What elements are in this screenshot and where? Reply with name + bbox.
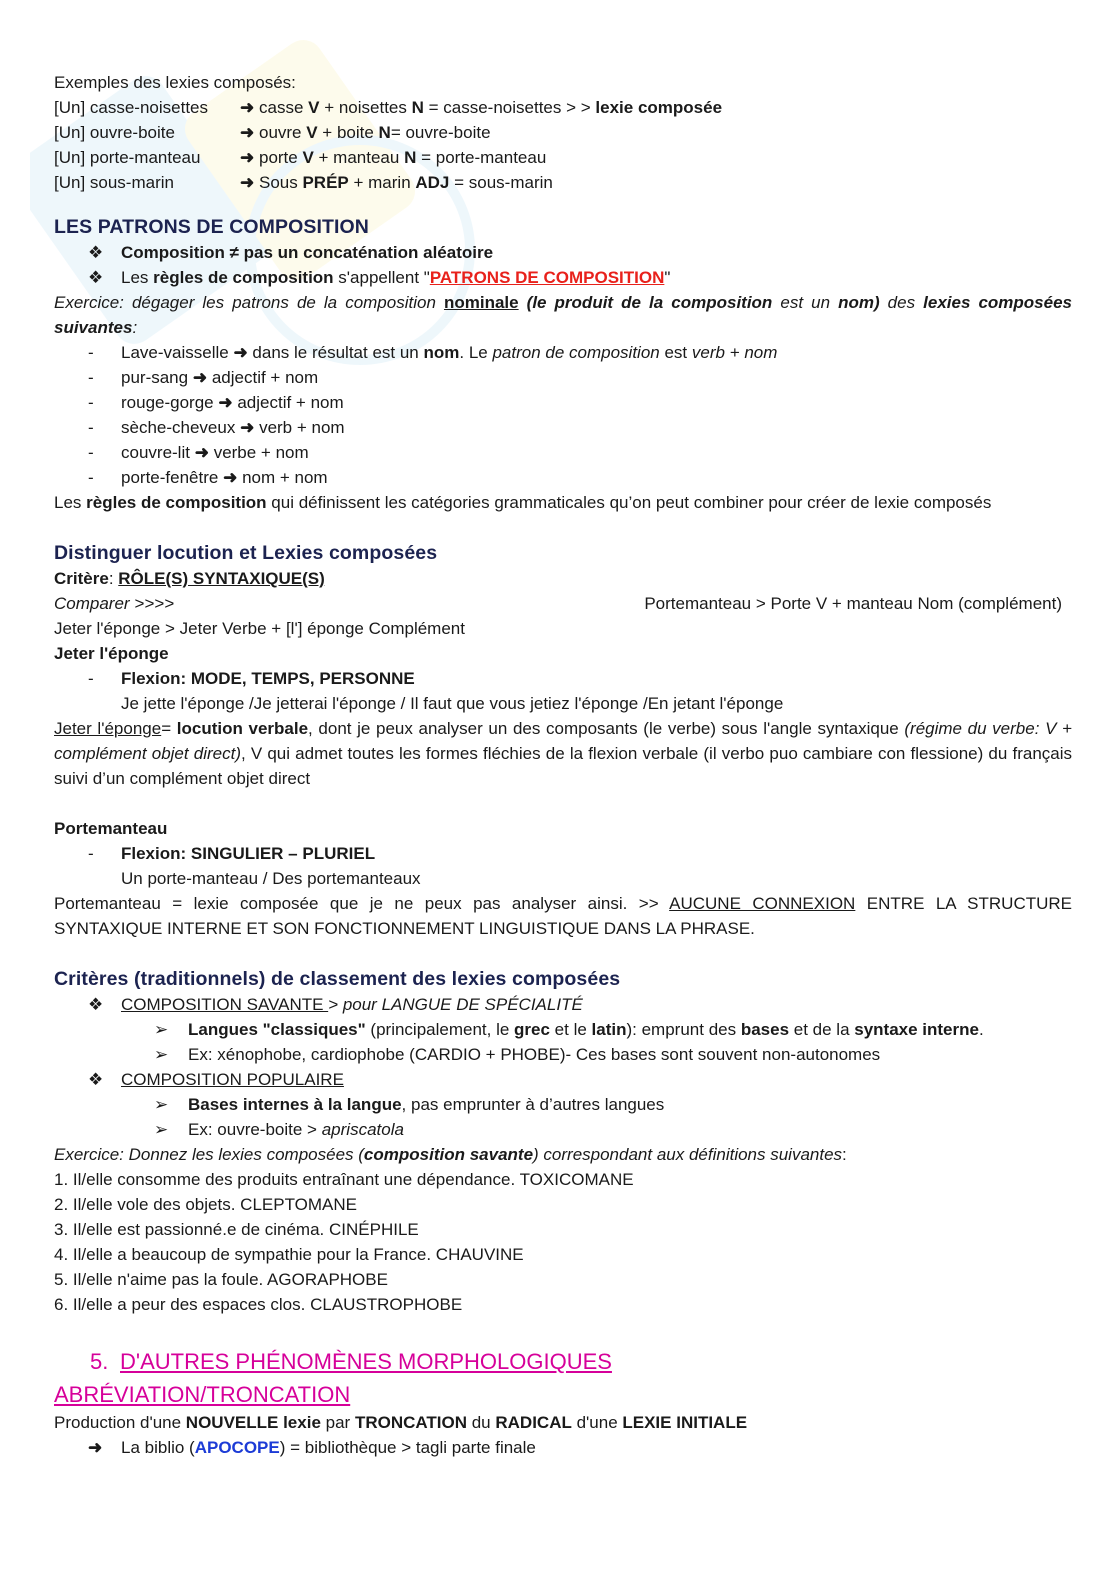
arrow-icon: ➜ [240, 123, 255, 142]
compare-line: Comparer >>>> Portemanteau > Porte V + manteau Nom (complément) [54, 594, 1062, 613]
portemanteau-title: Portemanteau [54, 819, 168, 838]
example-row: [Un] porte-manteau ➜ porte V + manteau N = porte-manteau [54, 148, 547, 167]
sub-bullet-item: ➢ Langues "classiques" (principalement, le grec et le latin): emprunt des bases et de la syntaxe interne. [54, 1017, 1072, 1042]
flexion-example: Je jette l'éponge /Je jetterai l'éponge / Il faut que vous jetiez l'éponge /En jetant l'éponge [121, 694, 784, 713]
bullet-item: ❖ Composition ≠ pas un concaténation aléatoire [54, 240, 1072, 265]
arrow-icon: ➜ [218, 393, 233, 412]
jeter-line: Jeter l'éponge > Jeter Verbe + [l'] éponge Complément [54, 619, 465, 638]
list-item: - Flexion: MODE, TEMPS, PERSONNE [88, 669, 415, 688]
exercise-text: Exercice: Donnez les lexies composées (composition savante) correspondant aux définitions suivantes: [54, 1145, 847, 1164]
diamond-icon: ❖ [88, 995, 104, 1014]
sub-bullet-item: ➢ Ex: xénophobe, cardiophobe (CARDIO + PHOBE)- Ces bases sont souvent non-autonomes [54, 1042, 1072, 1067]
triangle-bullet-icon: ➢ [154, 1045, 169, 1064]
sub-bullet-item: ➢ Bases internes à la langue, pas emprunter à d’autres langues [54, 1092, 1072, 1117]
arrow-icon: ➜ [240, 98, 255, 117]
examples-list [54, 95, 1072, 195]
arrow-icon: ➜ [194, 443, 209, 462]
list-item: - Lave-vaisselle ➜ dans le résultat est un nom. Le patron de composition est verb + nom [88, 343, 778, 362]
arrow-icon: ➜ [233, 343, 248, 362]
example-row: [Un] ouvre-boite ➜ ouvre V + boite N= ouvre-boite [54, 123, 491, 142]
bullet-item: ❖ Les règles de composition s'appellent "PATRONS DE COMPOSITION" [54, 265, 1072, 290]
diamond-icon: ❖ [88, 268, 104, 287]
arrow-icon: ➜ [223, 468, 238, 487]
arrow-icon: ➜ [240, 148, 255, 167]
definition-paragraph: Jeter l'éponge= locution verbale, dont je peux analyser un des composants (le verbe) sous l'angle syntaxique (régime du verbe: V + complément objet direct), V qui admet toutes les formes fléchies de la flexion verbale (il verbo puo cambiare con flessione) du français suivi d’un complément objet direct [54, 719, 1073, 788]
jeter-title: Jeter l'éponge [54, 644, 169, 663]
list-item: - rouge-gorge ➜ adjectif + nom [88, 393, 344, 412]
section-heading-criteres: Critères (traditionnels) de classement des lexies composées [54, 968, 621, 990]
arrow-icon: ➜ [192, 368, 208, 387]
arrow-icon: ➜ [88, 1438, 103, 1457]
portemanteau-paragraph: Portemanteau = lexie composée que je ne peux pas analyser ainsi. >> AUCUNE CONNEXION ENTRE LA STRUCTURE SYNTAXIQUE INTERNE ET SON FONCTIONNEMENT LINGUISTIQUE DANS LA PHRASE. [54, 894, 1072, 938]
list-item: - couvre-lit ➜ verbe + nom [88, 443, 309, 462]
answer-item: 1. Il/elle consomme des produits entraînant une dépendance. TOXICOMANE [54, 1170, 634, 1189]
section-heading-distinguer: Distinguer locution et Lexies composées [54, 542, 438, 564]
triangle-bullet-icon: ➢ [154, 1095, 169, 1114]
triangle-bullet-icon: ➢ [154, 1020, 169, 1039]
paragraph: Les règles de composition qui définissent les catégories grammaticales qu’on peut combiner pour créer de lexie composés [54, 493, 992, 512]
production-line: Production d'une NOUVELLE lexie par TRONCATION du RADICAL d'une LEXIE INITIALE [54, 1413, 748, 1432]
section-heading-patrons: LES PATRONS DE COMPOSITION [54, 216, 369, 238]
list-item: - pur-sang ➜ adjectif + nom [88, 368, 319, 387]
answer-item: 3. Il/elle est passionné.e de cinéma. CINÉPHILE [54, 1220, 419, 1239]
critere-line: Critère: RÔLE(S) SYNTAXIQUE(S) [54, 569, 325, 588]
example-row: [Un] sous-marin ➜ Sous PRÉP + marin ADJ = sous-marin [54, 173, 553, 192]
answer-item: 4. Il/elle a beaucoup de sympathie pour la France. CHAUVINE [54, 1245, 524, 1264]
list-item: ➜ La biblio (APOCOPE) = bibliothèque > tagli parte finale [54, 1435, 1072, 1460]
arrow-icon: ➜ [240, 418, 255, 437]
document-page [54, 70, 1072, 1460]
triangle-bullet-icon: ➢ [154, 1120, 169, 1139]
sub-bullet-item: ➢ Ex: ouvre-boite > apriscatola [54, 1117, 1072, 1142]
answer-item: 5. Il/elle n'aime pas la foule. AGORAPHOBE [54, 1270, 388, 1289]
section-5-heading: 5. D'AUTRES PHÉNOMÈNES MORPHOLOGIQUES [90, 1349, 612, 1374]
list-item: - Flexion: SINGULIER – PLURIEL [88, 844, 376, 863]
answer-item: 2. Il/elle vole des objets. CLEPTOMANE [54, 1195, 357, 1214]
list-item: - sèche-cheveux ➜ verb + nom [88, 418, 345, 437]
diamond-icon: ❖ [88, 1070, 104, 1089]
list-item: - porte-fenêtre ➜ nom + nom [88, 468, 328, 487]
exercise-text: Exercice: dégager les patrons de la composition nominale (le produit de la composition est un nom) des lexies composées suivantes: [54, 293, 1072, 337]
subsection-heading: ABRÉVIATION/TRONCATION [54, 1382, 351, 1407]
arrow-icon: ➜ [240, 173, 255, 192]
examples-heading: Exemples des lexies composés: [54, 73, 296, 92]
diamond-icon: ❖ [88, 243, 104, 262]
answer-item: 6. Il/elle a peur des espaces clos. CLAUSTROPHOBE [54, 1295, 463, 1314]
bullet-item: ❖ COMPOSITION SAVANTE > pour LANGUE DE SPÉCIALITÉ [54, 992, 1072, 1017]
flexion-example: Un porte-manteau / Des portemanteaux [121, 869, 421, 888]
bullet-item: ❖ COMPOSITION POPULAIRE [54, 1067, 1072, 1092]
example-row: [Un] casse-noisettes ➜ casse V + noisettes N = casse-noisettes > > lexie composée [54, 98, 723, 117]
